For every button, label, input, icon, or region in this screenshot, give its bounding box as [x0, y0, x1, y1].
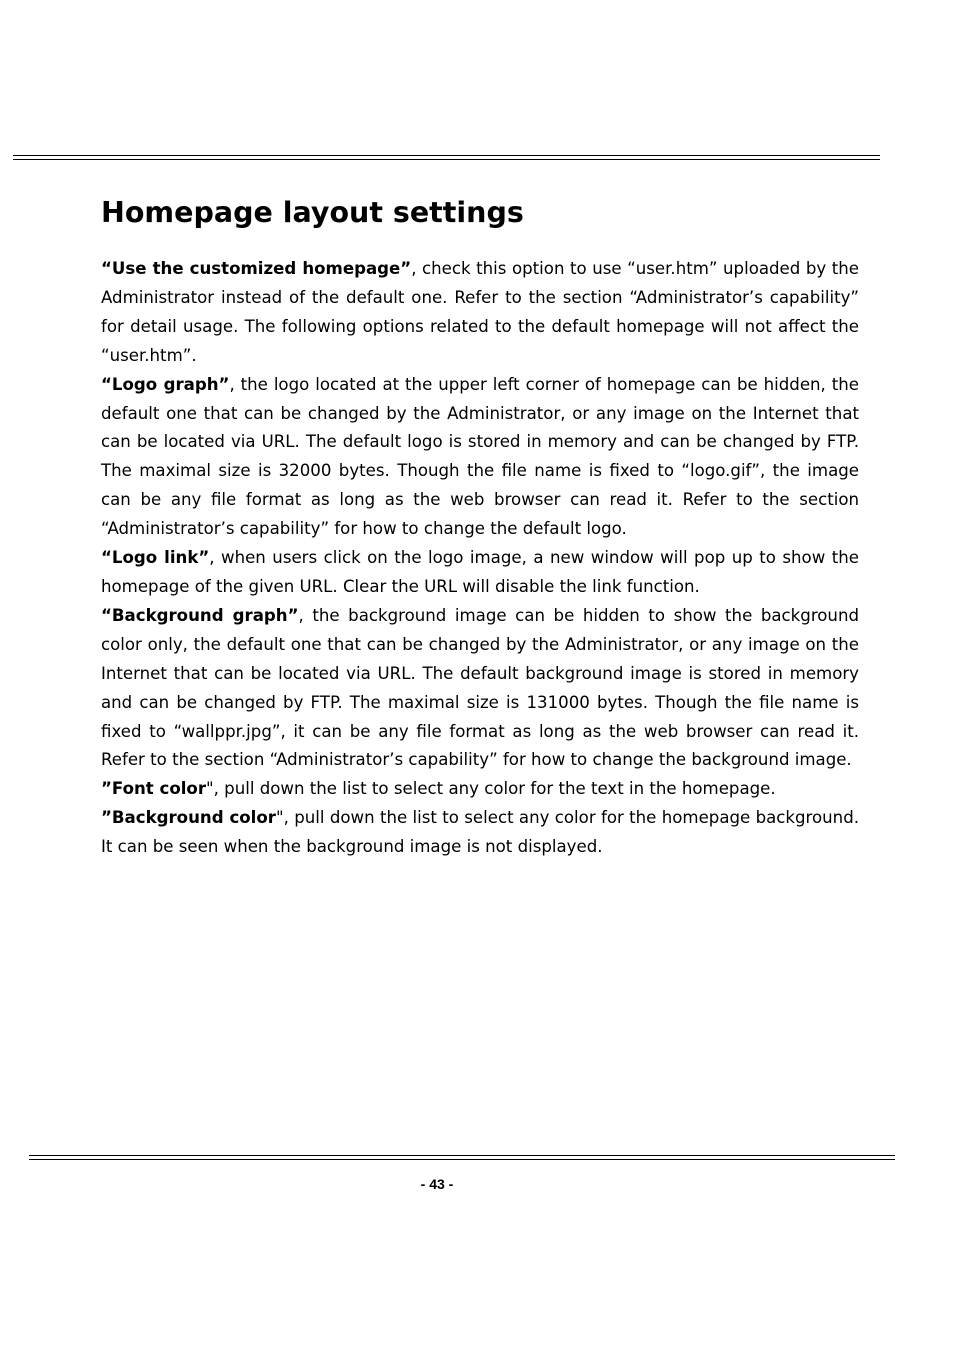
term-use-customized-homepage: “Use the customized homepage”	[101, 259, 412, 278]
paragraph-background-graph	[101, 602, 859, 775]
paragraph-font-color	[101, 775, 859, 804]
header-rule-lower	[13, 159, 880, 160]
paragraph-logo-graph	[101, 371, 859, 544]
term-logo-graph: “Logo graph”	[101, 374, 230, 394]
description-background-color: ", pull down the list to select any color for the homepage background. It can be seen when the background image is not displayed.	[101, 808, 859, 857]
term-font-color: ”Font color	[101, 779, 206, 799]
term-background-graph: “Background graph”	[101, 605, 299, 625]
description-font-color: ", pull down the list to select any color for the text in the homepage.	[206, 779, 776, 799]
footer-rule-upper	[29, 1155, 895, 1156]
header-rule-upper	[13, 155, 880, 156]
description-logo-link: , when users click on the logo image, a new window will pop up to show the homepage of the given URL. Clear the URL will disable the link function.	[101, 548, 859, 596]
description-use-customized-homepage: , check this option to use “user.htm” uploaded by the Administrator instead of the default one. Refer to the section “Administrator’s capability” for detail usage. The following options related to the default homepage will not affect the “user.htm”.	[101, 259, 859, 365]
description-logo-graph: , the logo located at the upper left corner of homepage can be hidden, the default one that can be changed by the Administrator, or any image on the Internet that can be located via URL. The default logo is stored in memory and can be changed by FTP. The maximal size is 32000 bytes. Though the file name is fixed to “logo.gif”, the image can be any file format as long as the web browser can read it. Refer to the section “Administrator’s capability” for how to change the default logo.	[101, 374, 859, 539]
page-number: - 43 -	[420, 1176, 454, 1192]
footer-rule-lower	[29, 1159, 895, 1160]
description-background-graph: , the background image can be hidden to show the background color only, the default one that can be changed by the Administrator, or any image on the Internet that can be located via URL. The default background image is stored in memory and can be changed by FTP. The maximal size is 131000 bytes. Though the file name is fixed to “wallppr.jpg”, it can be any file format as long as the web browser can read it. Refer to the section “Administrator’s capability” for how to change the background image.	[101, 605, 859, 770]
paragraph-logo-link	[101, 544, 859, 602]
paragraph-use-customized-homepage	[101, 255, 859, 371]
section-title: Homepage layout settings	[101, 196, 524, 229]
paragraph-background-color	[101, 804, 859, 862]
body-text	[101, 255, 859, 862]
term-logo-link: “Logo link”	[101, 548, 210, 568]
term-background-color: ”Background color	[101, 808, 276, 828]
